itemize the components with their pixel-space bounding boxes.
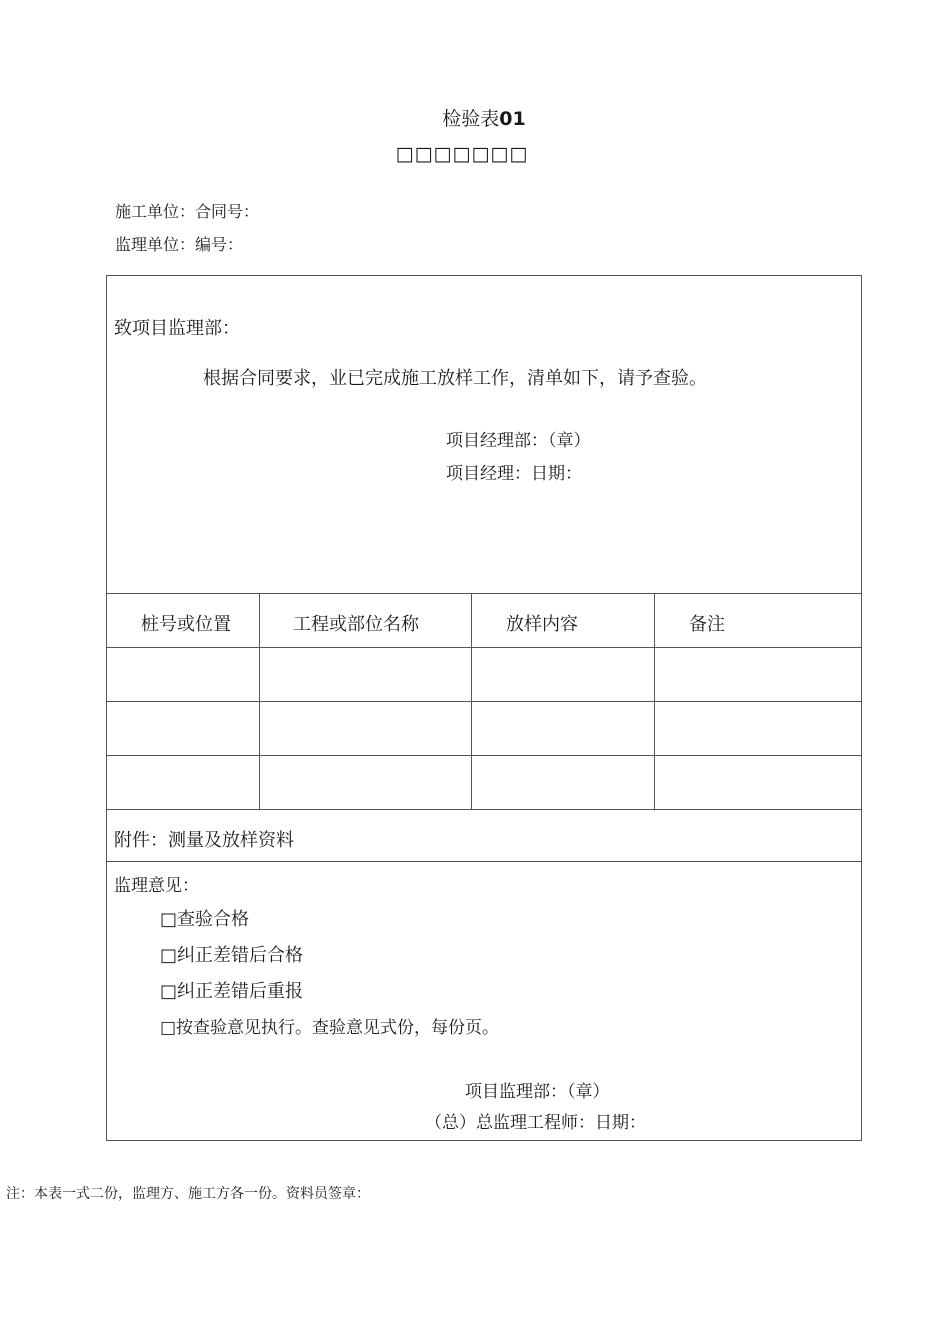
form-title <box>0 104 950 131</box>
table-cell[interactable] <box>259 648 471 702</box>
divider <box>107 593 861 594</box>
table-cell[interactable] <box>259 702 471 756</box>
option-resubmit-after-correction[interactable]: □纠正差错后重报 <box>160 981 304 1002</box>
table-cell[interactable] <box>107 702 259 756</box>
table-cell[interactable] <box>471 756 654 810</box>
header-remarks: 备注 <box>689 614 725 635</box>
header-layout-content: 放样内容 <box>506 614 578 635</box>
header-station-location: 桩号或位置 <box>141 614 231 635</box>
form-subtitle: □□□□□□□ <box>395 143 529 165</box>
table-cell[interactable] <box>471 648 654 702</box>
table-cell[interactable] <box>654 648 861 702</box>
attachment-line: 附件：测量及放样资料 <box>114 830 294 851</box>
table-body <box>107 648 861 810</box>
table-cell[interactable] <box>107 756 259 810</box>
construction-unit-line: 施工单位：合同号： <box>115 202 260 221</box>
option-passed-after-correction[interactable]: □纠正差错后合格 <box>160 945 304 966</box>
option-follow-opinion[interactable]: □按查验意见执行。查验意见式份，每份页。 <box>160 1018 500 1038</box>
supervision-unit-line: 监理单位：编号： <box>115 235 244 254</box>
footer-note: 注：本表一式二份，监理方、施工方各一份。资料员签章： <box>6 1186 370 1202</box>
table-cell[interactable] <box>259 756 471 810</box>
project-dept-seal: 项目经理部：（章） <box>446 431 591 451</box>
option-inspection-passed[interactable]: □查验合格 <box>160 909 250 930</box>
divider <box>107 861 861 862</box>
header-project-part-name: 工程或部位名称 <box>293 614 419 635</box>
form-title-text: 检验表 <box>442 108 500 130</box>
table-cell[interactable] <box>654 702 861 756</box>
addressee: 致项目监理部： <box>114 318 240 339</box>
opinion-label: 监理意见： <box>114 876 199 896</box>
form-number: 01 <box>499 108 526 130</box>
project-manager-date: 项目经理：日期： <box>446 464 582 484</box>
request-body: 根据合同要求，业已完成施工放样工作，清单如下，请予查验。 <box>203 368 707 389</box>
table-cell[interactable] <box>654 756 861 810</box>
supervision-dept-seal: 项目监理部：（章） <box>465 1082 610 1102</box>
chief-engineer-date: （总）总监理工程师：日期： <box>425 1113 646 1133</box>
table-cell[interactable] <box>107 648 259 702</box>
table-cell[interactable] <box>471 702 654 756</box>
